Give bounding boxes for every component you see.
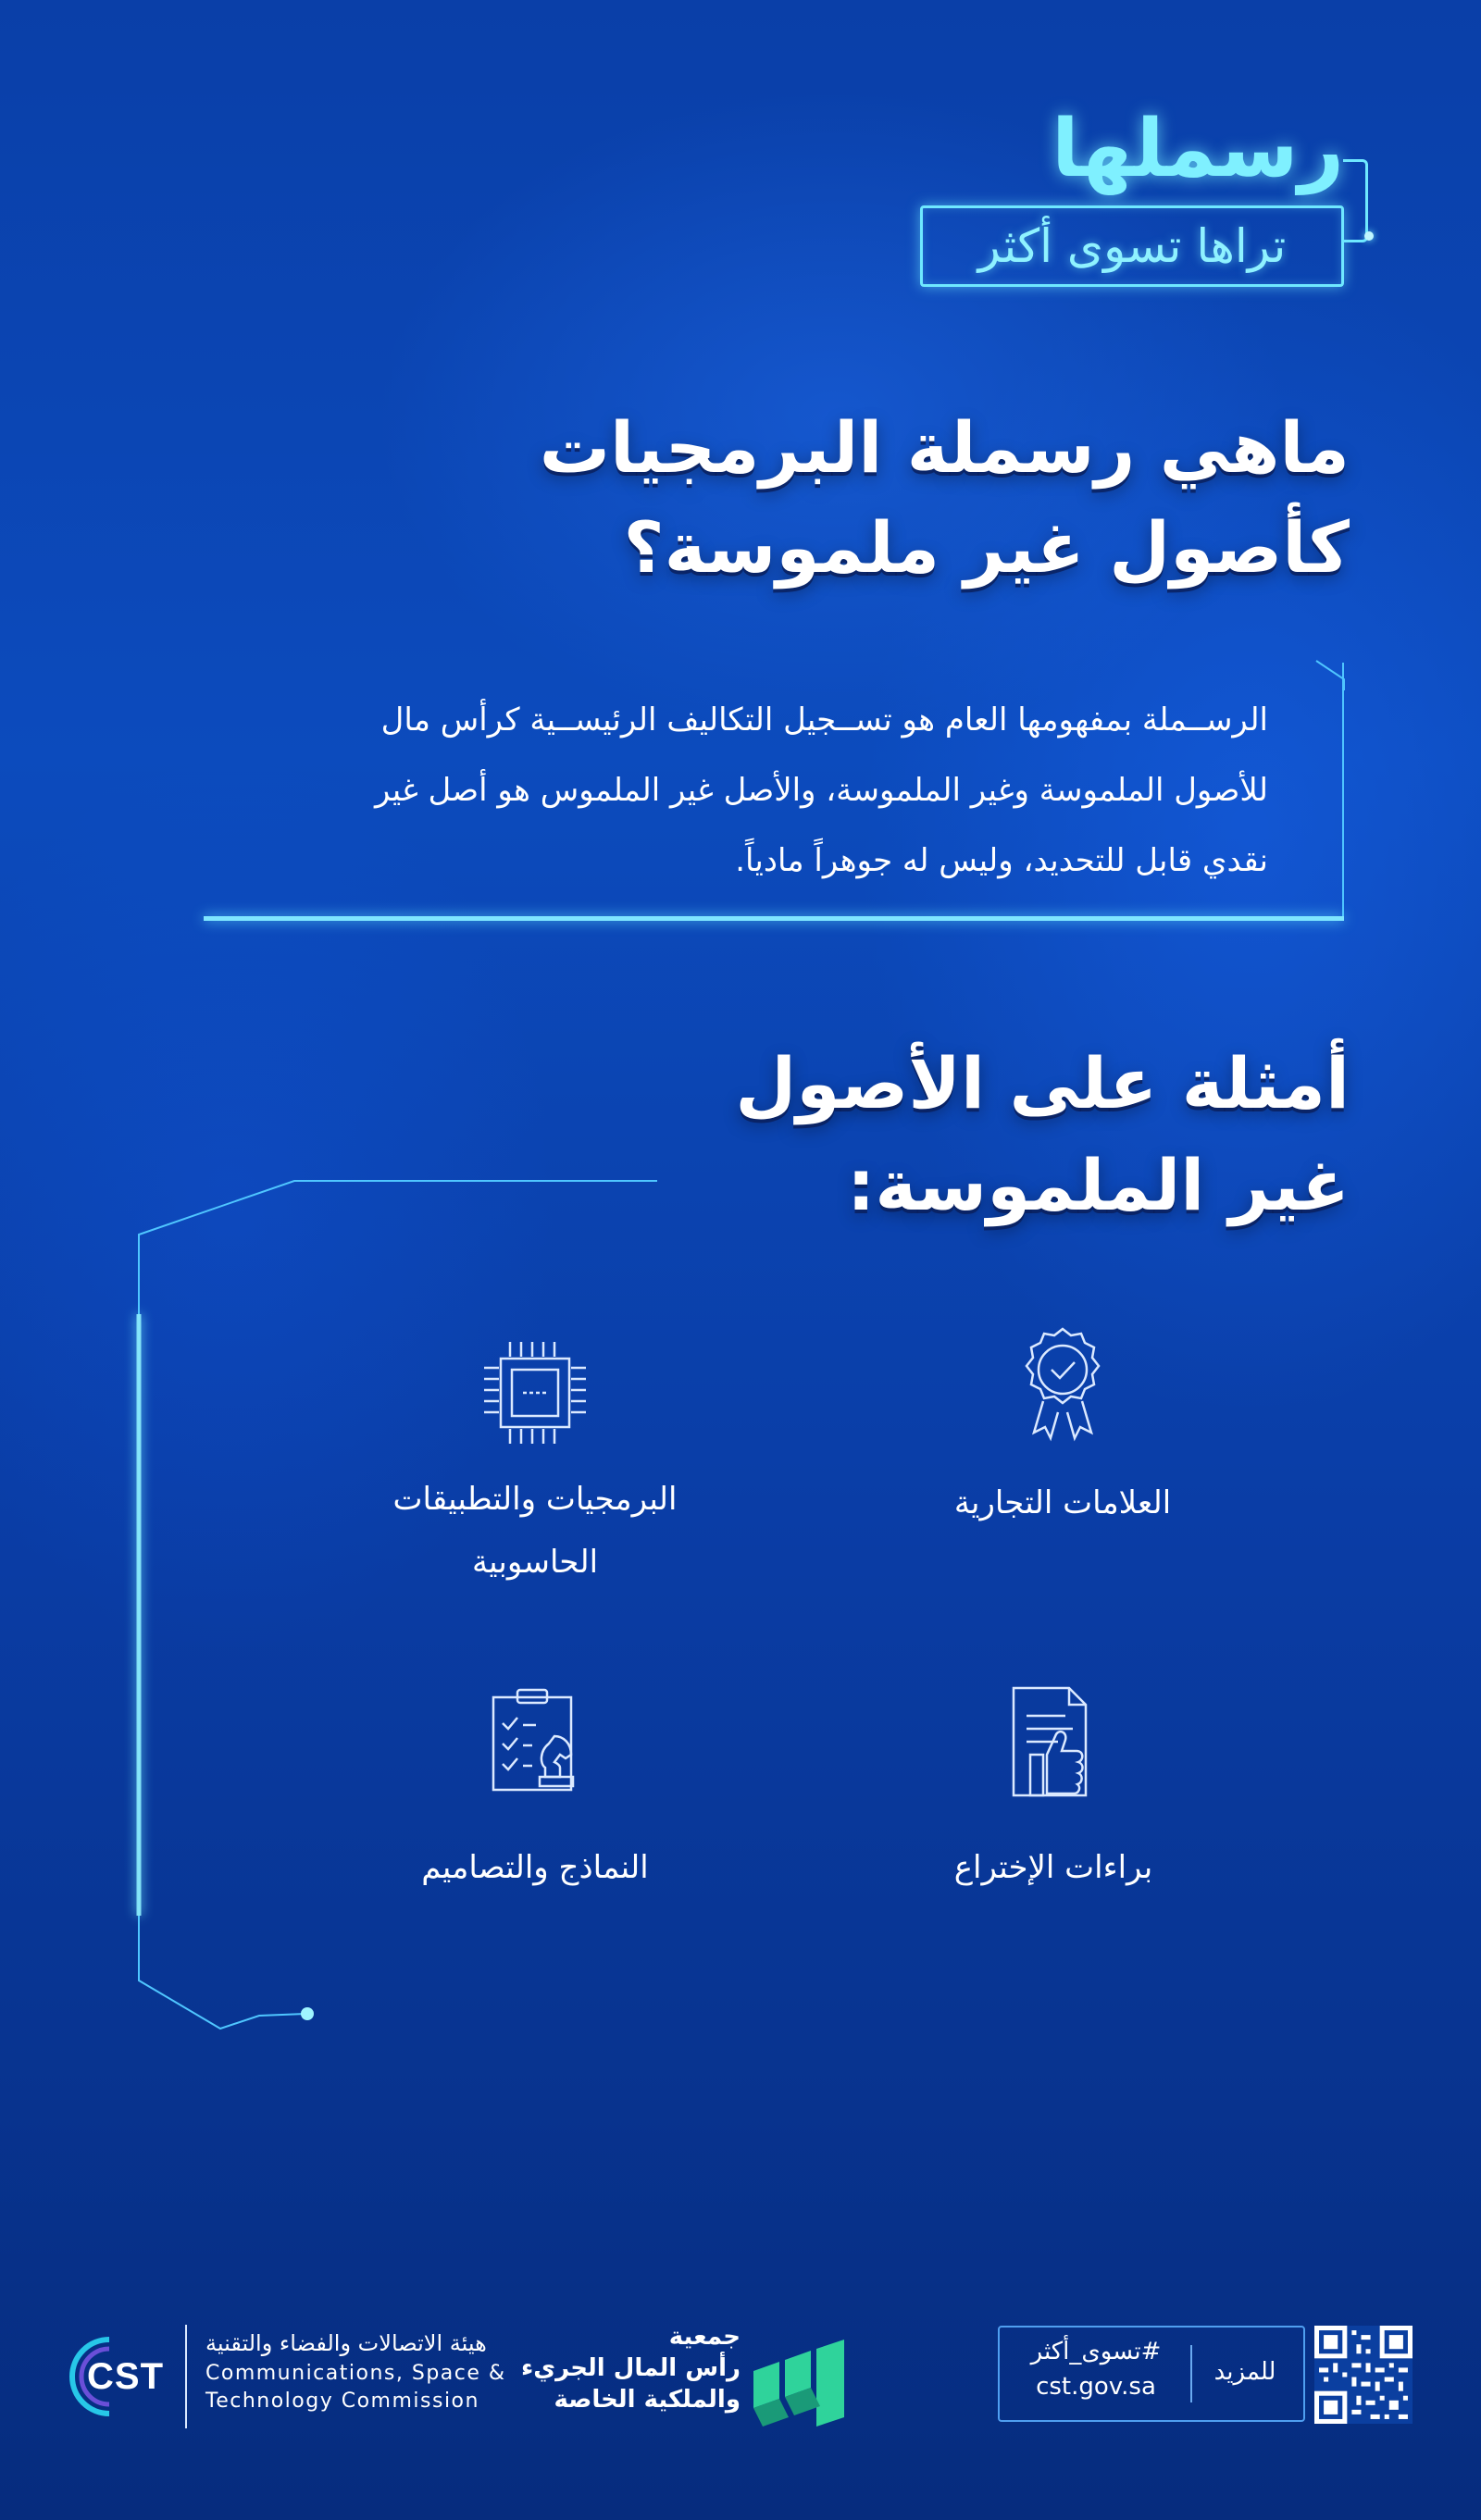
description-text [204,685,1268,896]
footer-more-label: للمزيد [1213,2358,1276,2386]
example-item-patents [850,1684,1257,1906]
footer-divider [1190,2345,1192,2402]
example-label-line1: البرمجيات والتطبيقات [392,1481,678,1518]
cst-divider [185,2325,187,2428]
example-item-software [331,1323,739,1592]
example-label-line2: الحاسوبية [471,1544,599,1581]
footer-website[interactable]: cst.gov.sa [1036,2373,1156,2401]
cst-logo [67,2334,168,2419]
description-line3: نقدي قابل للتحديد، وليس له جوهراً مادياً. [735,842,1268,879]
cst-name-block [205,2327,529,2415]
vc-association-line2: رأس المال الجريء [521,2354,740,2382]
brand-tagline-box [920,205,1344,287]
patent-document-icon [993,1684,1114,1805]
qr-code[interactable] [1314,2326,1413,2424]
cst-name-ar: هيئة الاتصالات والفضاء والتقنية [205,2330,487,2356]
circuit-decoration [0,1166,703,2054]
description-line1: الرســملة بمفهومها العام هو تســجيل التكاليف الرئيســية كرأس مال [380,701,1268,739]
cst-name-en-line2: Technology Commission [205,2390,479,2413]
vc-association-logo-icon [752,2334,855,2427]
footer-hashtag: #تسوى_أكثر [1030,2338,1162,2365]
example-label: براءات الإختراع [953,1849,1153,1886]
clipboard-chess-icon [475,1684,595,1805]
vc-association-line3: والملكية الخاصة [554,2386,740,2414]
brand-title: رسملها [1052,103,1344,195]
examples-heading-line1: أمثلة على الأصول [735,1042,1350,1124]
example-item-trademarks [859,1323,1266,1527]
bracket-dot [1364,231,1374,241]
chip-icon [475,1333,595,1453]
description-line2: للأصول الملموسة وغير الملموسة، والأصل غير الملموس هو أصل غير [374,772,1268,809]
main-heading [239,398,1350,598]
brand-bracket-decoration [1343,159,1368,242]
main-heading-line1: ماهي رسملة البرمجيات [539,406,1350,489]
example-label: العلامات التجارية [953,1484,1172,1521]
vc-association-name [518,2321,740,2415]
example-item-models [331,1684,739,1906]
description-corner [1314,659,1346,690]
vc-association-line1: جمعية [668,2323,740,2351]
main-heading-line2: كأصول غير ملموسة؟ [623,506,1350,589]
cst-name-en-line1: Communications, Space & [205,2362,506,2385]
example-label: النماذج والتصاميم [421,1849,649,1886]
brand-tagline: تراها تسوى أكثر [977,219,1287,273]
example-label [331,1468,739,1594]
cst-logo-text: CST [87,2356,164,2397]
description-underline [204,916,1344,921]
examples-heading-line2: غير الملموسة: [846,1144,1350,1226]
award-icon [1002,1323,1123,1444]
